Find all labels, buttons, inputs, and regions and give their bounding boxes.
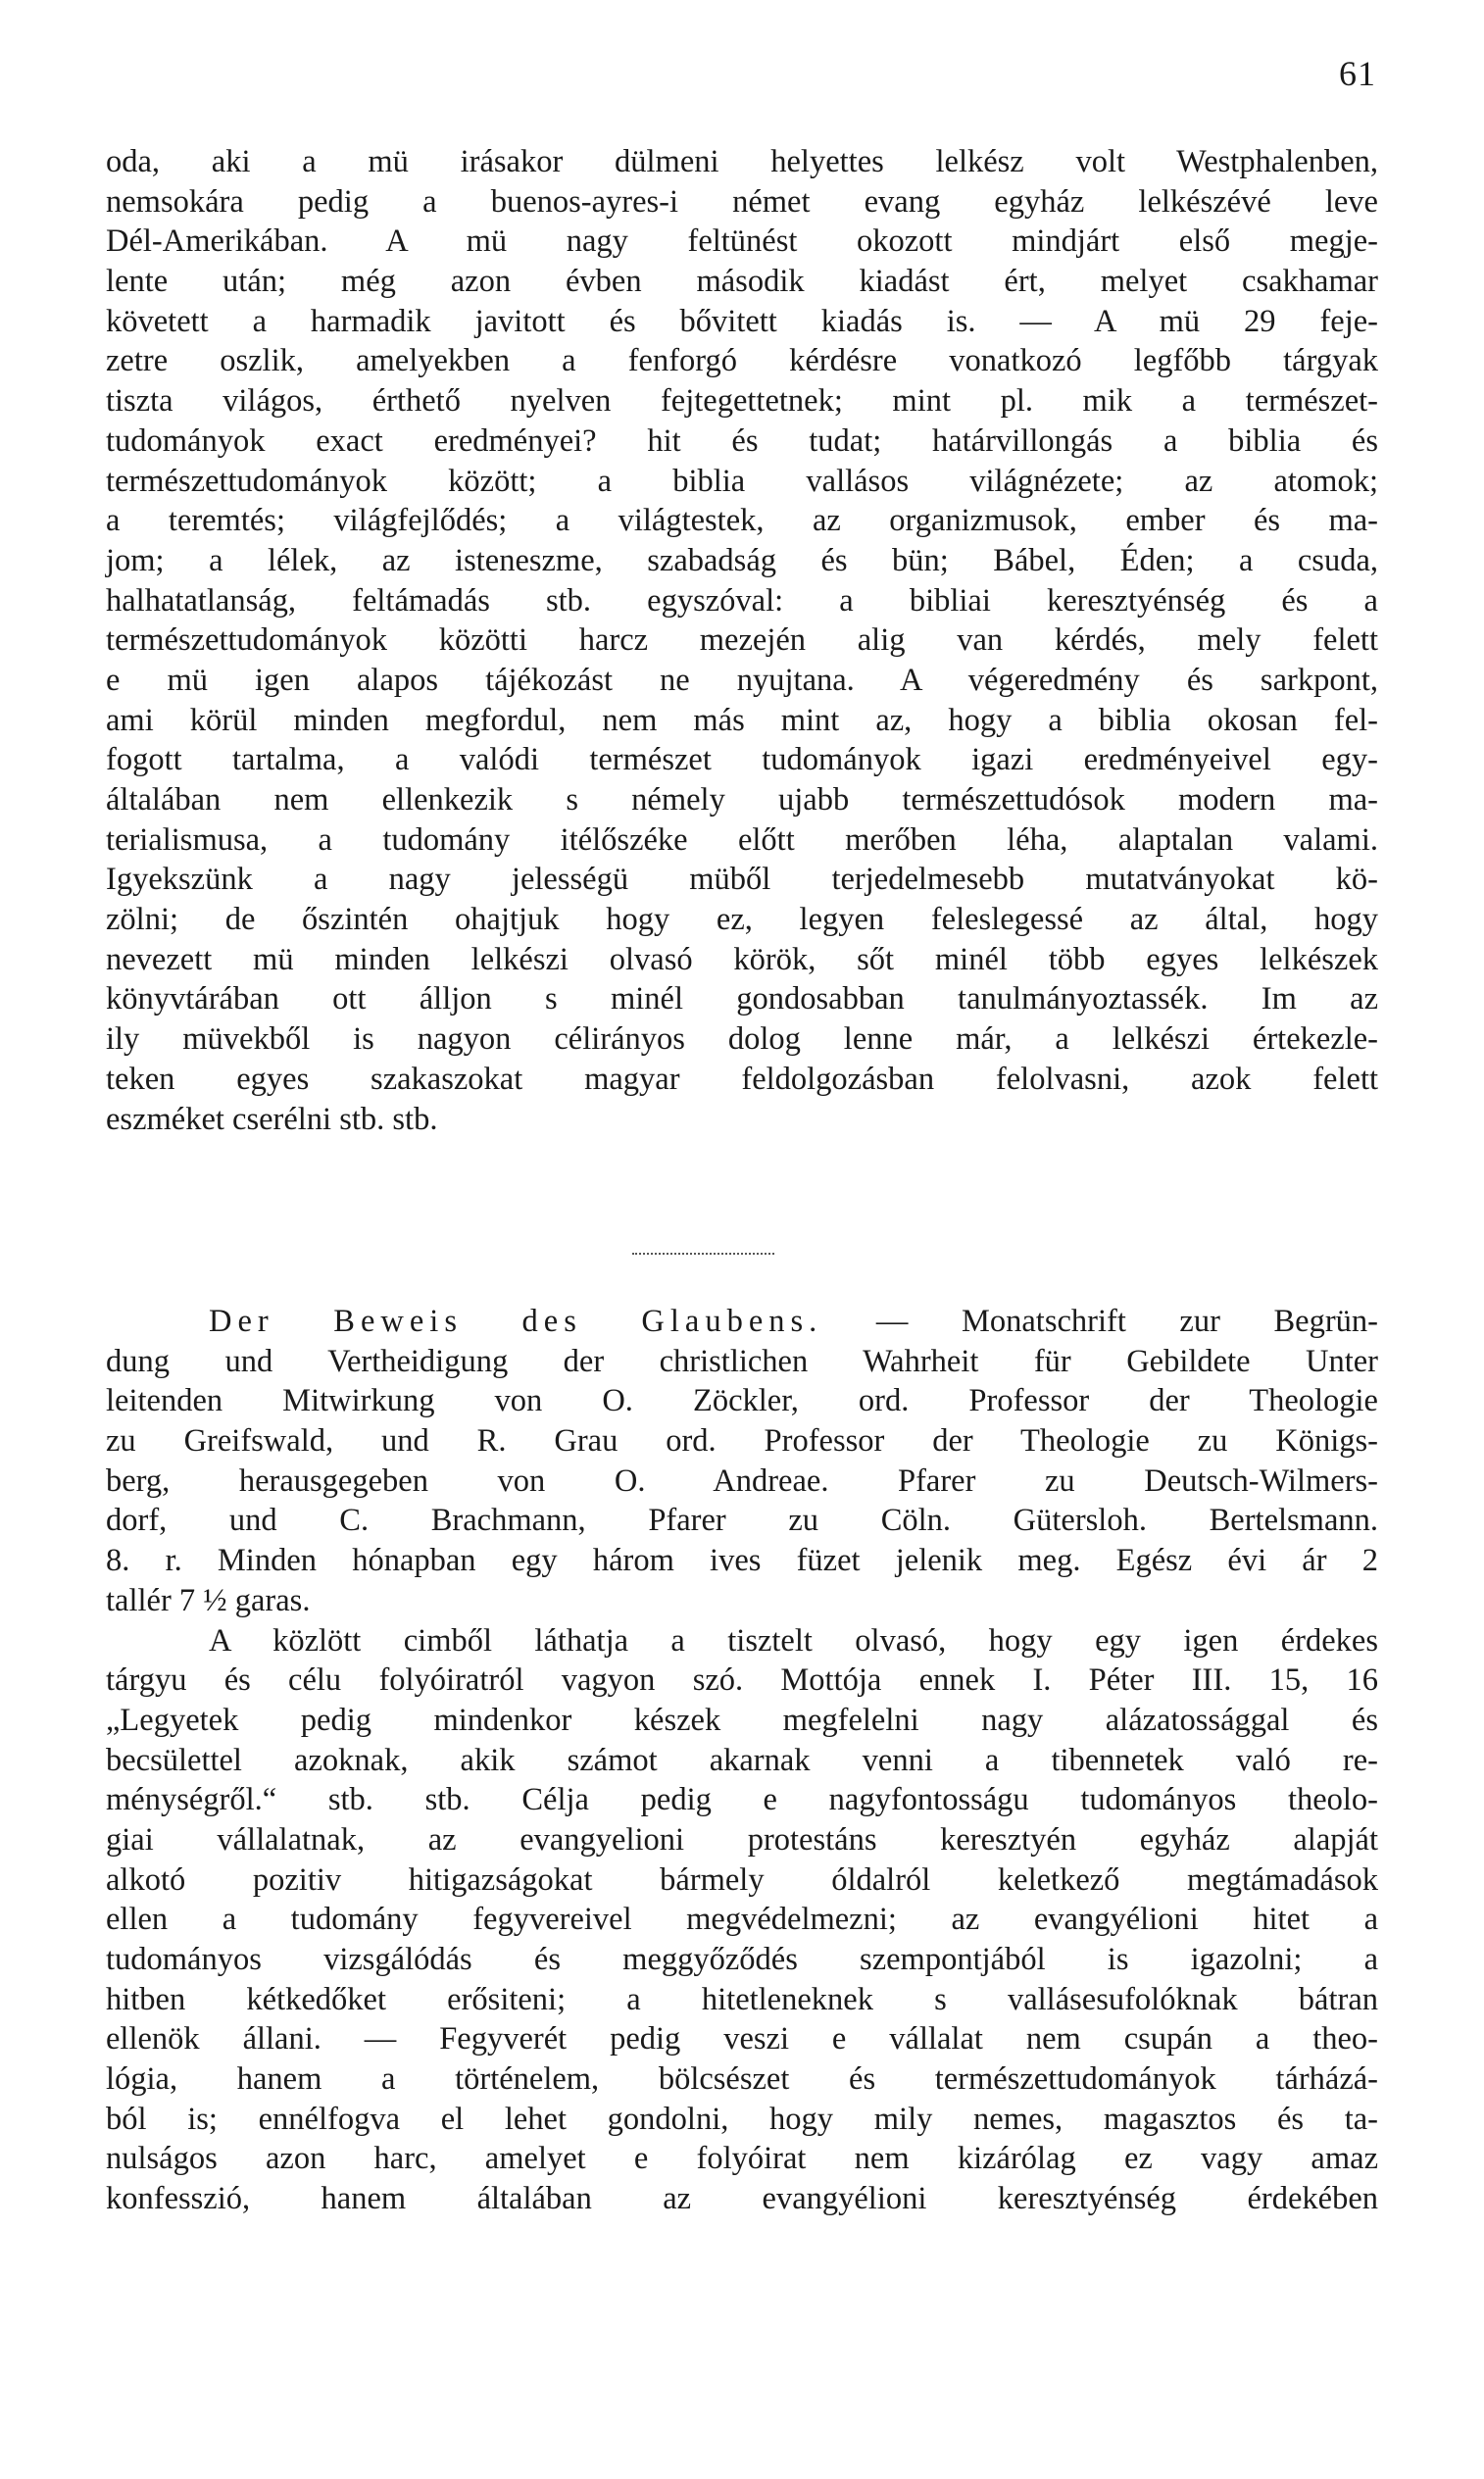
text-line: fogott tartalma, a valódi természet tudományok igazi eredményeivel egy-: [106, 742, 1378, 778]
text-line: A közlött cimből láthatja a tisztelt olvasó, hogy egy igen érdekes: [209, 1622, 1378, 1659]
text-line: természettudományok közötti harcz mezején alig van kérdés, mely felett: [106, 622, 1378, 659]
text-line: halhatatlanság, feltámadás stb. egyszóval: a bibliai keresztyénség és a: [106, 582, 1378, 619]
text-line: ellenök állani. — Fegyverét pedig veszi e vállalat nem csupán a theo-: [106, 2021, 1378, 2058]
text-line: hitben kétkedőket erősiteni; a hitetleneknek s vallásesufolóknak bátran: [106, 1981, 1378, 2017]
section-separator: [632, 1253, 774, 1255]
text-line: becsülettel azoknak, akik számot akarnak venni a tibennetek való re-: [106, 1742, 1378, 1778]
text-line: tiszta világos, érthető nyelven fejtegettetnek; mint pl. mik a természet-: [106, 383, 1378, 420]
text-line: terialismusa, a tudomány itélőszéke előtt merőben léha, alaptalan valami.: [106, 821, 1378, 858]
text-line: tudományos vizsgálódás és meggyőződés szempontjából is igazolni; a: [106, 1942, 1378, 1977]
text-line: zetre oszlik, amelyekben a fenforgó kérdésre vonatkozó legfőbb tárgyak: [106, 343, 1378, 379]
text-line: alkotó pozitiv hitigazságokat bármely óldalról keletkező megtámadások: [106, 1861, 1378, 1898]
text-line: nulságos azon harc, amelyet e folyóirat nem kizárólag ez vagy amaz: [106, 2141, 1378, 2177]
text-line: ellen a tudomány fegyvereivel megvédelmezni; az evangyélioni hitet a: [106, 1902, 1378, 1938]
text-line: dorf, und C. Brachmann, Pfarer zu Cöln. Gütersloh. Bertelsmann.: [106, 1503, 1378, 1539]
text-line: oda, aki a mü irásakor dülmeni helyettes lelkész volt Westphalenben,: [106, 144, 1378, 179]
text-line: természettudományok között; a biblia vallásos világnézete; az atomok;: [106, 463, 1378, 499]
text-line: konfesszió, hanem általában az evangyélioni keresztyénség érdekében: [106, 2181, 1378, 2217]
text-line: berg, herausgegeben von O. Andreae. Pfarer zu Deutsch-Wilmers-: [106, 1463, 1378, 1499]
text-line: nemsokára pedig a buenos-ayres-i német evang egyház lelkészévé leve: [106, 183, 1378, 220]
text-line: követett a harmadik javitott és bővitett kiadás is. — A mü 29 feje-: [106, 303, 1378, 339]
text-line: e mü igen alapos tájékozást ne nyujtana. A végeredmény és sarkpont,: [106, 662, 1378, 698]
review-title: Der Beweis des Glaubens.: [209, 1304, 823, 1339]
text-line: általában nem ellenkezik s némely ujabb természettudósok modern ma-: [106, 782, 1378, 818]
text-line: zu Greifswald, und R. Grau ord. Professor der Theologie zu Königs-: [106, 1423, 1378, 1460]
text-line: tárgyu és célu folyóiratról vagyon szó. Mottója ennek I. Péter III. 15, 16: [106, 1662, 1378, 1699]
text-line: könyvtárában ott álljon s minél gondosabban tanulmányoztassék. Im az: [106, 981, 1378, 1017]
text-line: tallér 7 ½ garas.: [106, 1582, 311, 1618]
text-line: „Legyetek pedig mindenkor készek megfelelni nagy alázatossággal és: [106, 1702, 1378, 1738]
review-subtitle: — Monatschrift zur Begrün-: [875, 1304, 1378, 1339]
text-line: nevezett mü minden lelkészi olvasó körök, sőt minél több egyes lelkészek: [106, 941, 1378, 977]
text-line: ból is; ennélfogva el lehet gondolni, hogy mily nemes, magasztos és ta-: [106, 2101, 1378, 2137]
text-line: leitenden Mitwirkung von O. Zöckler, ord. Professor der Theologie: [106, 1383, 1378, 1419]
review-title-line: [106, 1302, 1378, 1342]
text-line: a teremtés; világfejlődés; a világtestek, az organizmusok, ember és ma-: [106, 503, 1378, 539]
text-line: jom; a lélek, az isteneszme, szabadság és bün; Bábel, Éden; a csuda,: [106, 542, 1378, 578]
text-line: ménységről.“ stb. stb. Célja pedig e nagyfontosságu tudományos theolo-: [106, 1782, 1378, 1818]
page-number: 61: [1339, 54, 1376, 93]
review-section: [106, 1302, 1378, 2219]
text-line: giai vállalatnak, az evangyelioni protestáns keresztyén egyház alapját: [106, 1821, 1378, 1858]
text-line: zölni; de őszintén ohajtjuk hogy ez, legyen feleslegessé az által, hogy: [106, 902, 1378, 938]
text-line: 8. r. Minden hónapban egy három ives füzet jelenik meg. Egész évi ár 2: [106, 1543, 1378, 1579]
text-line: ily müvekből is nagyon célirányos dolog lenne már, a lelkészi értekezle-: [106, 1021, 1378, 1058]
text-line: teken egyes szakaszokat magyar feldolgozásban felolvasni, azok felett: [106, 1061, 1378, 1097]
text-line: Dél-Amerikában. A mü nagy feltünést okozott mindjárt első megje-: [106, 223, 1378, 260]
first-paragraph: [106, 142, 1378, 1139]
text-line: lente után; még azon évben második kiadást ért, melyet csakhamar: [106, 264, 1378, 300]
text-line: tudományok exact eredményei? hit és tudat; határvillongás a biblia és: [106, 422, 1378, 459]
text-line: dung und Vertheidigung der christlichen Wahrheit für Gebildete Unter: [106, 1343, 1378, 1379]
text-line: Igyekszünk a nagy jelességü müből terjedelmesebb mutatványokat kö-: [106, 862, 1378, 898]
text-line: eszméket cserélni stb. stb.: [106, 1101, 438, 1137]
text-line: lógia, hanem a történelem, bölcsészet és természettudományok tárházá-: [106, 2061, 1378, 2098]
text-line: ami körül minden megfordul, nem más mint az, hogy a biblia okosan fel-: [106, 702, 1378, 738]
